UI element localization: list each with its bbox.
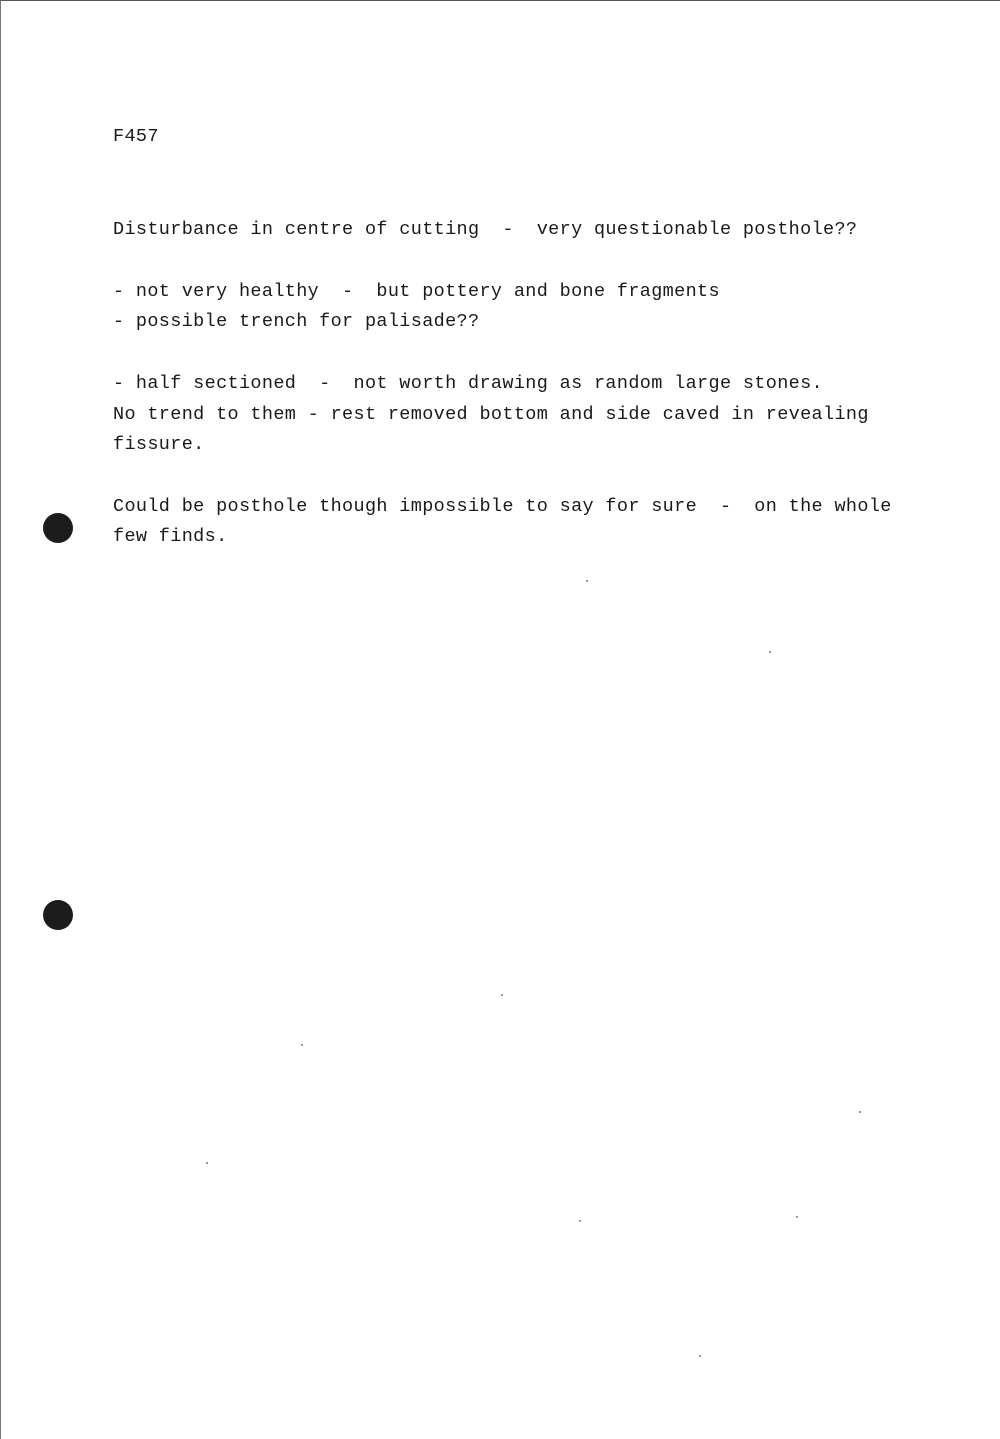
punch-hole-lower <box>43 900 73 930</box>
paragraph-4-line-2: few finds. <box>113 526 228 547</box>
paragraph-4-line-1: Could be posthole though impossible to say for sure - on the whole <box>113 496 892 517</box>
scan-speck <box>501 994 503 996</box>
document-heading: F457 <box>113 126 159 147</box>
paragraph-2-line-2: - possible trench for palisade?? <box>113 311 480 332</box>
paragraph-3-line-1: - half sectioned - not worth drawing as random large stones. <box>113 373 824 394</box>
scan-speck <box>301 1044 303 1046</box>
paragraph-1-line-1: Disturbance in centre of cutting - very questionable posthole?? <box>113 219 858 240</box>
paragraph-3-line-3: fissure. <box>113 434 205 455</box>
scan-speck <box>796 1216 798 1218</box>
paragraph-2-line-1: - not very healthy - but pottery and bone fragments <box>113 281 720 302</box>
paragraph-3-line-2: No trend to them - rest removed bottom and side caved in revealing <box>113 404 869 425</box>
scan-speck <box>579 1220 581 1222</box>
scan-speck <box>586 580 588 582</box>
scan-speck <box>699 1355 701 1357</box>
scan-speck <box>859 1111 861 1113</box>
scan-speck <box>206 1162 208 1164</box>
punch-hole-upper <box>43 513 73 543</box>
scan-speck <box>769 651 771 653</box>
